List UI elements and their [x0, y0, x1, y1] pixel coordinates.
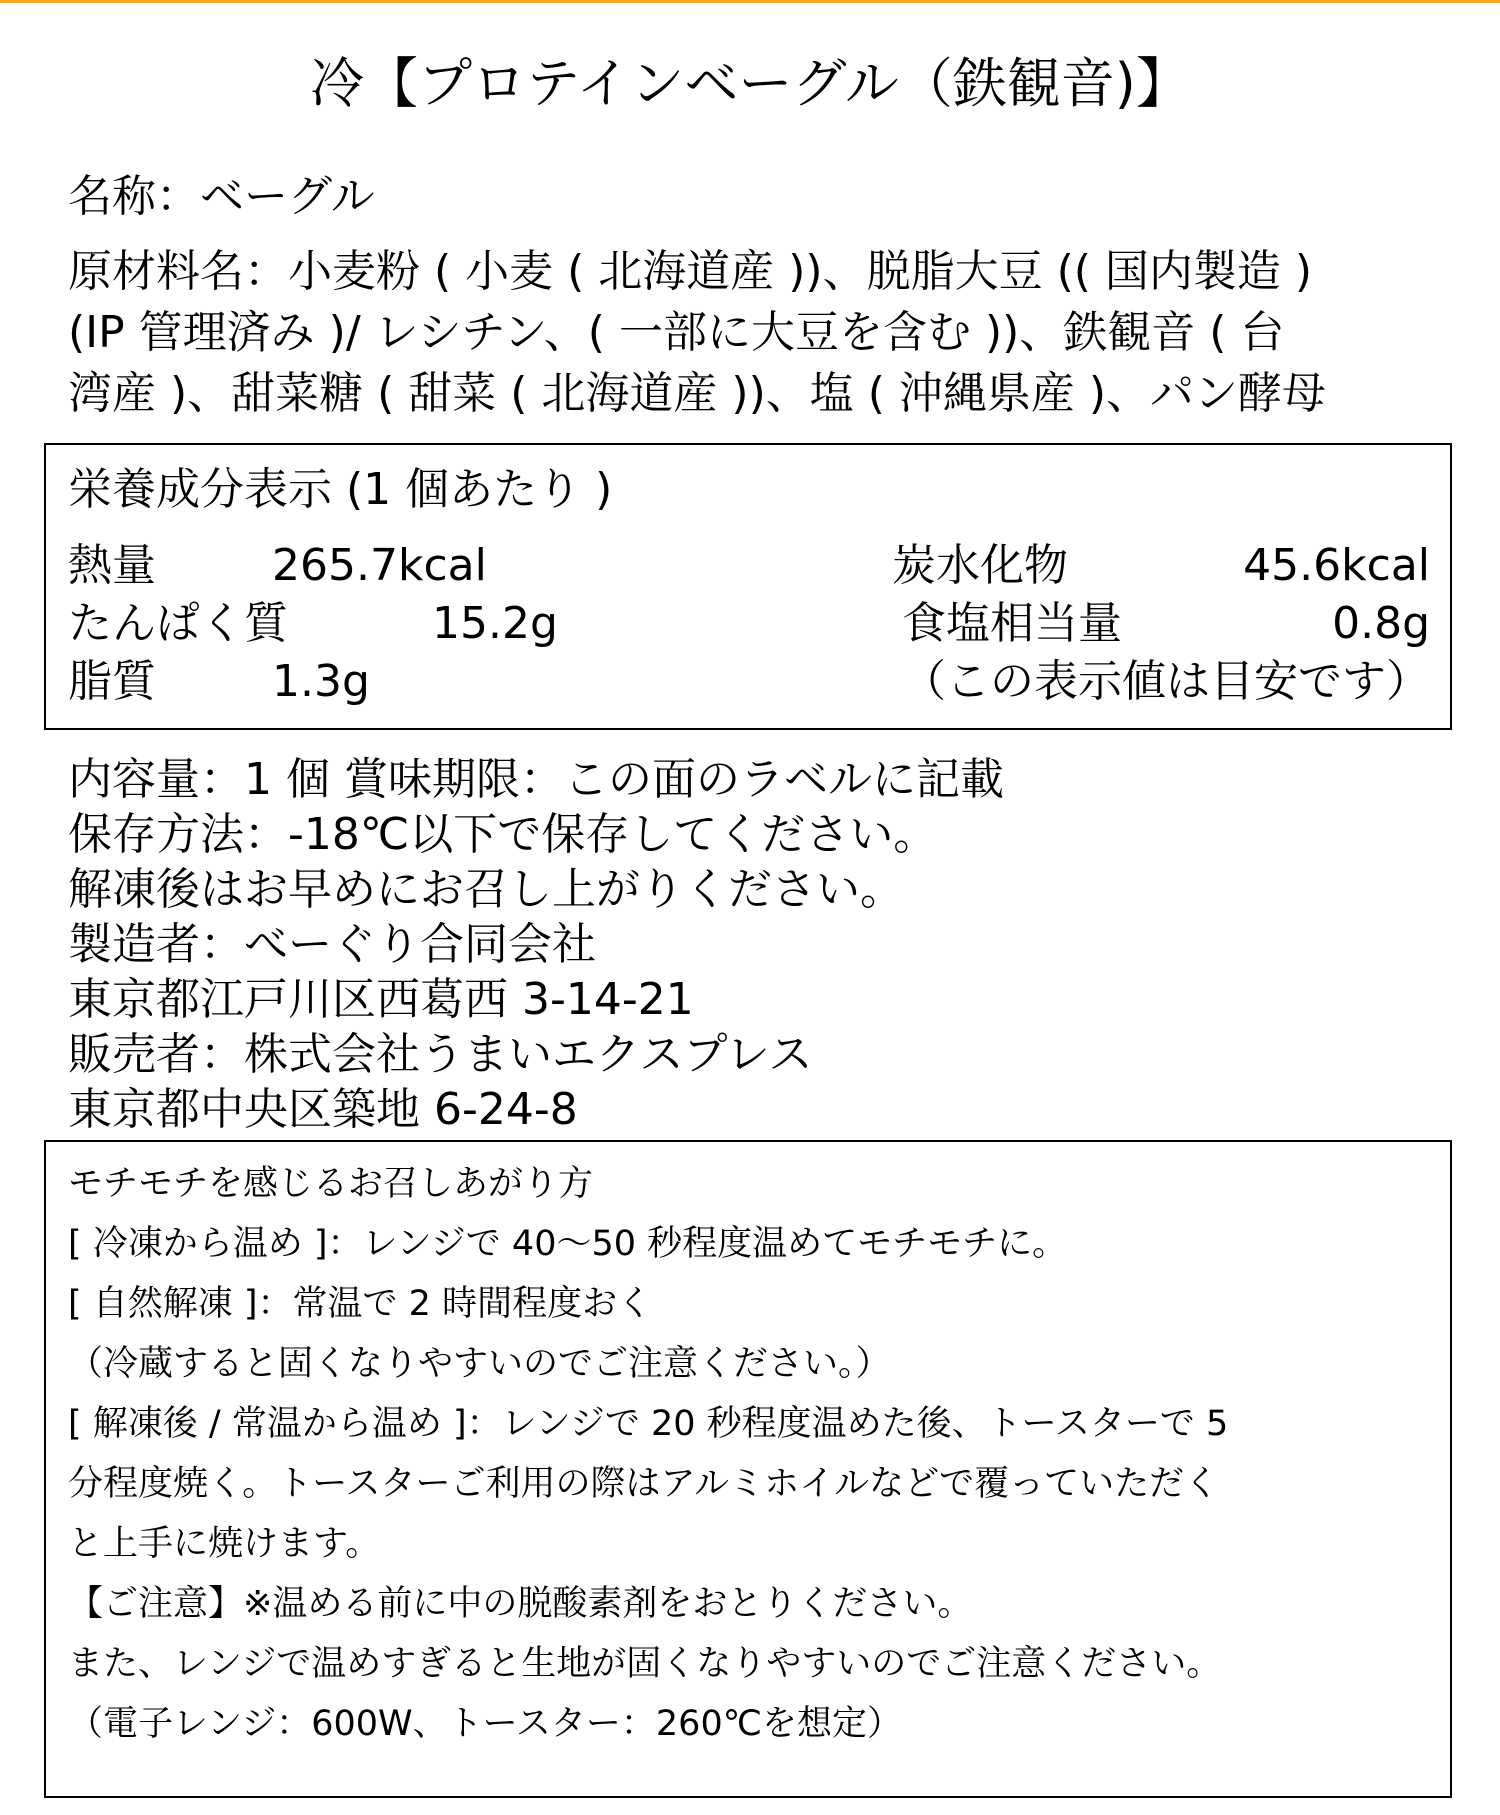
fat-value: 1.3g [272, 656, 370, 707]
heating-heading: モチモチを感じるお召しあがり方 [68, 1164, 594, 1204]
heating-instructions-panel [44, 1140, 1452, 1798]
ingredients-line-2: (IP 管理済み )/ レシチン、( 一部に大豆を含む ))、鉄観音 ( 台 [68, 307, 1285, 358]
product-name: 名称：ベーグル [68, 171, 375, 222]
content-and-expiry: 内容量：1 個 賞味期限：この面のラベルに記載 [68, 754, 1004, 805]
nutrition-note: （この表示値は目安です） [902, 656, 1430, 707]
fat-label: 脂質 [68, 656, 156, 707]
room-temp-heating-instruction-3: と上手に焼けます。 [68, 1524, 381, 1564]
energy-value: 265.7kcal [272, 540, 487, 591]
carb-value: 45.6kcal [1243, 540, 1430, 591]
salt-label: 食塩相当量 [902, 598, 1122, 649]
energy-label: 熱量 [68, 540, 156, 591]
protein-value: 15.2g [432, 598, 558, 649]
room-temp-heating-instruction-1: [ 解凍後 / 常温から温め ]：レンジで 20 秒程度温めた後、トースターで 5 [68, 1404, 1229, 1444]
appliance-assumption-note: （電子レンジ：600W、トースター：260℃を想定） [68, 1704, 903, 1744]
carb-label: 炭水化物 [892, 540, 1068, 591]
frozen-heating-instruction: [ 冷凍から温め ]：レンジで 40～50 秒程度温めてモチモチに。 [68, 1224, 1068, 1264]
orange-top-rule [0, 0, 1500, 3]
protein-label: たんぱく質 [68, 598, 288, 649]
refrigeration-note: （冷蔵すると固くなりやすいのでご注意ください。） [68, 1344, 891, 1384]
manufacturer-address: 東京都江戸川区西葛西 3-14-21 [68, 974, 694, 1025]
ingredients-line-3: 湾産 )、甜菜糖 ( 甜菜 ( 北海道産 ))、塩 ( 沖縄県産 )、パン酵母 [68, 368, 1327, 419]
nutrition-heading: 栄養成分表示 (1 個あたり ) [68, 464, 613, 515]
after-thaw-note: 解凍後はお早めにお召し上がりください。 [68, 864, 904, 915]
overheating-warning: また、レンジで温めすぎると生地が固くなりやすいのでご注意ください。 [68, 1644, 1222, 1684]
natural-thaw-instruction: [ 自然解凍 ]：常温で 2 時間程度おく [68, 1284, 653, 1324]
ingredients-line-1: 原材料名：小麦粉 ( 小麦 ( 北海道産 ))、脱脂大豆 (( 国内製造 ) [68, 246, 1313, 297]
salt-value: 0.8g [1332, 598, 1430, 649]
caution-note: 【ご注意】※温める前に中の脱酸素剤をおとりください。 [68, 1584, 973, 1624]
product-title: 冷【プロテインベーグル（鉄観音)】 [310, 52, 1190, 115]
seller-address: 東京都中央区築地 6-24-8 [68, 1084, 578, 1135]
seller: 販売者：株式会社うまいエクスプレス [68, 1029, 813, 1080]
storage-method: 保存方法：-18℃以下で保存してください。 [68, 809, 938, 860]
nutrition-panel [44, 443, 1452, 730]
manufacturer: 製造者：べーぐり合同会社 [68, 919, 596, 970]
room-temp-heating-instruction-2: 分程度焼く。トースターご利用の際はアルミホイルなどで覆っていただく [68, 1464, 1220, 1504]
